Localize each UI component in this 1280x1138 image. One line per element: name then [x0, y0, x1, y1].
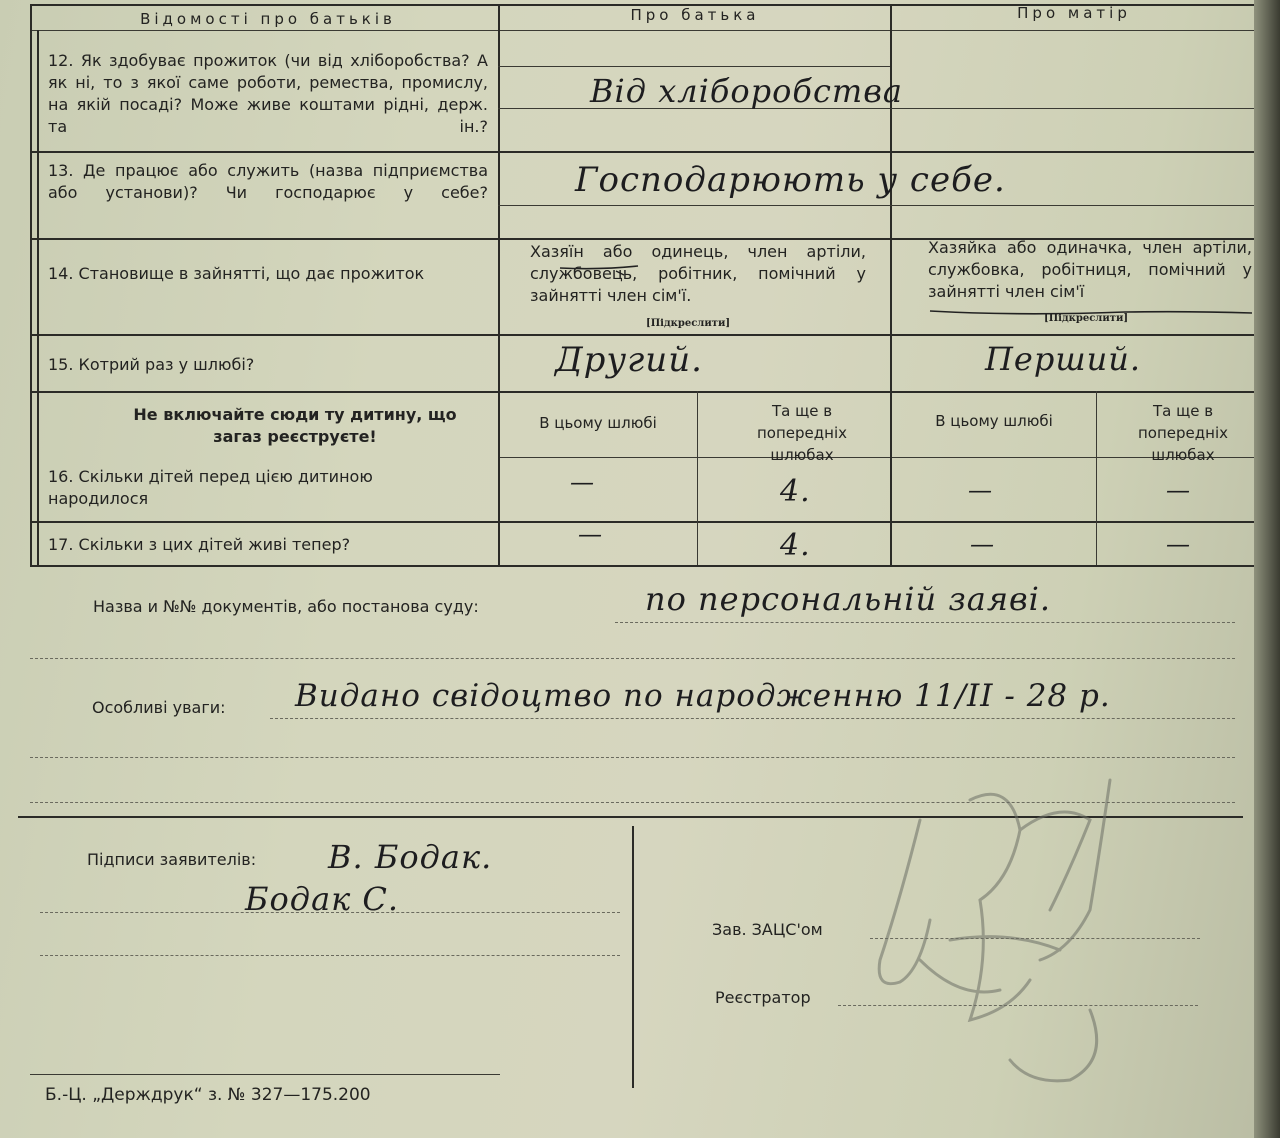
page-edge — [1254, 0, 1280, 1138]
notes-label: Особливі уваги: — [92, 698, 226, 717]
father-occupation-options: Хазяїн або одинець, член артіли, службовець, робітник, помічний у зайнятті член сім'ї. — [530, 242, 866, 305]
answer-15-mother: Перший. — [985, 340, 1142, 378]
question-14: 14. Становище в зайнятті, що дає прожиток — [48, 264, 425, 283]
documents-label: Назва и №№ документів, або постанова суду: — [93, 597, 479, 616]
answer-17-father-prev: 4. — [780, 528, 811, 563]
notes-line-2 — [30, 757, 1235, 758]
answer-17-mother-this: — — [970, 530, 995, 558]
answer-16-father-prev: 4. — [780, 474, 811, 509]
signature-line-2 — [40, 955, 620, 956]
signature-applicant-1: В. Бодак. — [328, 838, 493, 876]
father-underline-note: [Підкреслити] — [646, 318, 731, 329]
documents-line-2 — [30, 658, 1235, 659]
footer-rule — [30, 1074, 500, 1075]
documents-line-1 — [615, 622, 1235, 623]
mother-underline-note: [Підкреслити] — [1044, 313, 1129, 324]
header-father: Про батька — [630, 6, 760, 24]
signatures-label: Підписи заявителів: — [87, 850, 257, 869]
question-17: 17. Скільки з цих дітей живі тепер? — [48, 535, 351, 554]
question-16: 16. Скільки дітей перед цією дитиною народилося — [48, 467, 373, 508]
notes-value: Видано свідоцтво по народженню 11/II - 28 р. — [295, 678, 1111, 714]
signature-divider — [632, 826, 634, 1088]
question-12: 12. Як здобуває прожиток (чи від хліборобства? А як ні, то з якої саме роботи, ремества, промислу, на якій посаді? Може живе коштами рідні, держ. та ін.? — [48, 51, 488, 136]
col-divider-mother-sub — [1096, 391, 1097, 565]
mother-col-this-marriage: В цьому шлюбі — [935, 412, 1053, 430]
children-note: Не включайте сюди ту дитину, що загаз реєструєте! — [133, 405, 457, 446]
answer-15-father: Другий. — [555, 340, 703, 380]
header-mother: Про матір — [1017, 4, 1131, 22]
row16-rule — [30, 521, 1258, 523]
answer-12-father: Від хліборобства — [590, 72, 903, 110]
answer-13-father: Господарюють у себе. — [575, 160, 1006, 200]
col-divider-father-sub — [697, 391, 698, 565]
head-label: Зав. ЗАЦС'ом — [712, 920, 823, 939]
official-signature — [860, 760, 1140, 1090]
footer-printer: Б.-Ц. „Держдрук“ з. № 327—175.200 — [45, 1085, 371, 1105]
answer-16-father-this: — — [570, 468, 595, 496]
question-13: 13. Де працює або служить (назва підприємства або установи)? Чи господарює у себе? — [48, 161, 488, 202]
table-bottom-rule — [30, 565, 1258, 567]
answer-17-father-this: — — [578, 520, 603, 548]
header-parents-info: Відомості про батьків — [140, 10, 396, 28]
answer-17-mother-prev: — — [1166, 530, 1191, 558]
father-col-prev-marriages: Та ще в попередніх шлюбах — [757, 402, 847, 464]
signature-line-1 — [40, 912, 620, 913]
mother-occupation-options: Хазяйка або одиначка, член артіли, службовка, робітниця, помічний у зайнятті член сім'ї — [928, 238, 1252, 301]
notes-line-1 — [270, 718, 1235, 719]
mother-col-prev-marriages: Та ще в попередніх шлюбах — [1138, 402, 1228, 464]
registrar-label: Реєстратор — [715, 988, 811, 1007]
answer-16-mother-this: — — [968, 476, 993, 504]
signature-applicant-2: Бодак С. — [245, 880, 400, 918]
father-col-this-marriage: В цьому шлюбі — [539, 414, 657, 432]
answer-16-mother-prev: — — [1166, 476, 1191, 504]
question-15: 15. Котрий раз у шлюбі? — [48, 355, 255, 374]
documents-value: по персональній заяві. — [645, 580, 1052, 618]
